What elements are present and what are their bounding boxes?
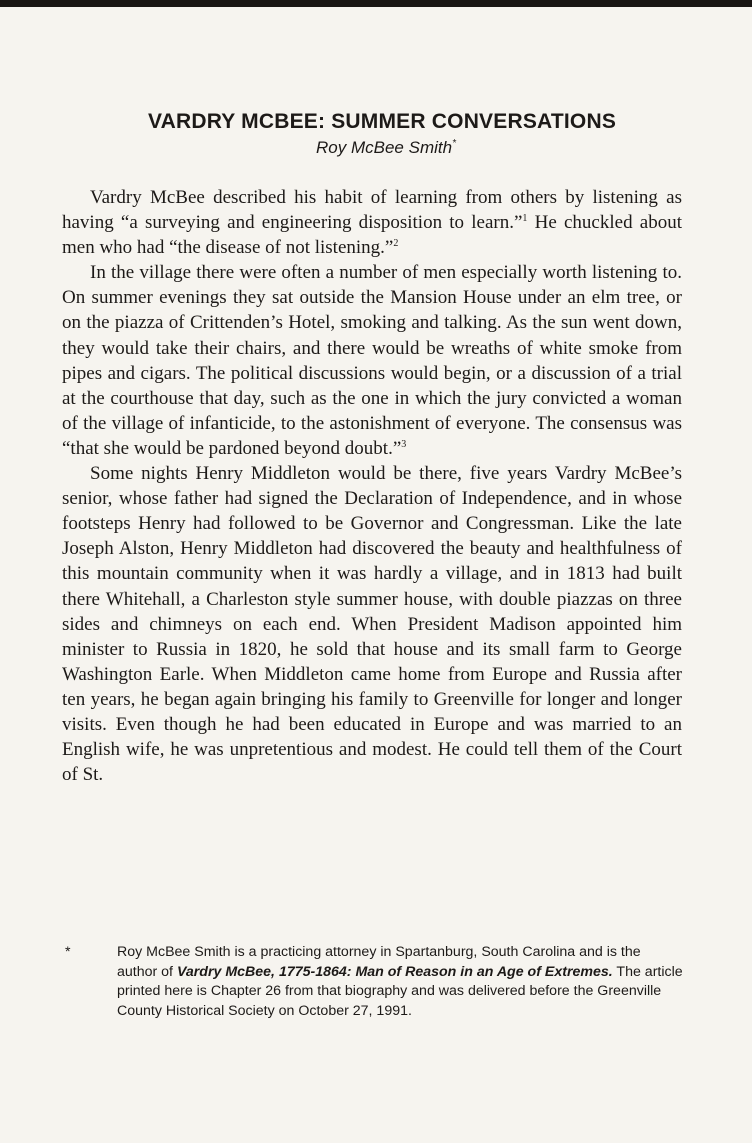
paragraph-3-text: Some nights Henry Middleton would be there, five years Vardry McBee’s senior, whose father had signed the Declaration of Independence, and in whose footsteps Henry had followed to be Governor and Congressman. Like the late Joseph Alston, Henry Middleton had discovered the beauty and healthfulness of this mountain community when it was hardly a village, and in 1813 had built there Whitehall, a Charleston style summer house, with double piazzas on three sides and chimneys on each end. When President Madison appointed him minister to Russia in 1820, he sold that house and its small farm to George Washington Earle. When Middleton came home from Europe and Russia after ten years, he began again bringing his family to Greenville for longer and longer visits. Even though he had been educated in Europe and was married to an English wife, he was unpretentious and modest. He could tell them of the Court of St.	[62, 463, 682, 786]
paragraph-1	[62, 185, 682, 260]
article-author	[90, 136, 682, 160]
article-page	[62, 108, 682, 787]
paragraph-1-text-b: He chuckled about men who had “the disease of not listening.”	[62, 212, 682, 259]
article-title: VARDRY MCBEE: SUMMER CONVERSATIONS	[147, 110, 617, 133]
paragraph-2	[62, 260, 682, 461]
article-body	[62, 185, 682, 787]
footnote-text	[117, 943, 684, 1021]
footnote-text-a: Roy McBee Smith is a practicing attorney in Spartanburg, South Carolina and is the author of	[117, 944, 641, 980]
footnote-mark: *	[65, 944, 71, 960]
paragraph-3	[62, 461, 682, 787]
author-name: Roy McBee Smith	[316, 138, 453, 157]
page-top-edge	[0, 0, 752, 7]
paragraph-2-text: In the village there were often a number of men especially worth listening to. On summer evenings they sat outside the Mansion House under an elm tree, or on the piazza of Crittenden’s Hotel, smoking and talking. As the sun went down, they would take their chairs, and there would be wreaths of white smoke from pipes and cigars. The political discussions would begin, or a discussion of a trial at the courthouse that day, such as the one in which the jury convicted a woman of the village of infanticide, to the astonishment of everyone. The consensus was “that she would be pardoned beyond doubt.”	[62, 262, 682, 459]
paragraph-1-text-a: Vardry McBee described his habit of learning from others by listening as having “a surveying and engineering disposition to learn.”	[62, 187, 682, 234]
footnote-text-b: The article printed here is Chapter 26 from that biography and was delivered before the Greenville County Historical Society on October 27, 1991.	[117, 963, 683, 1019]
author-footnote-mark: *	[452, 138, 456, 149]
footnote-ref-2: 2	[393, 238, 399, 250]
author-footnote	[62, 943, 684, 1021]
footnote-ref-1: 1	[522, 213, 528, 225]
footnote-book-title: Vardry McBee, 1775-1864: Man of Reason in an Age of Extremes.	[176, 963, 613, 980]
footnote-ref-3: 3	[401, 438, 407, 450]
